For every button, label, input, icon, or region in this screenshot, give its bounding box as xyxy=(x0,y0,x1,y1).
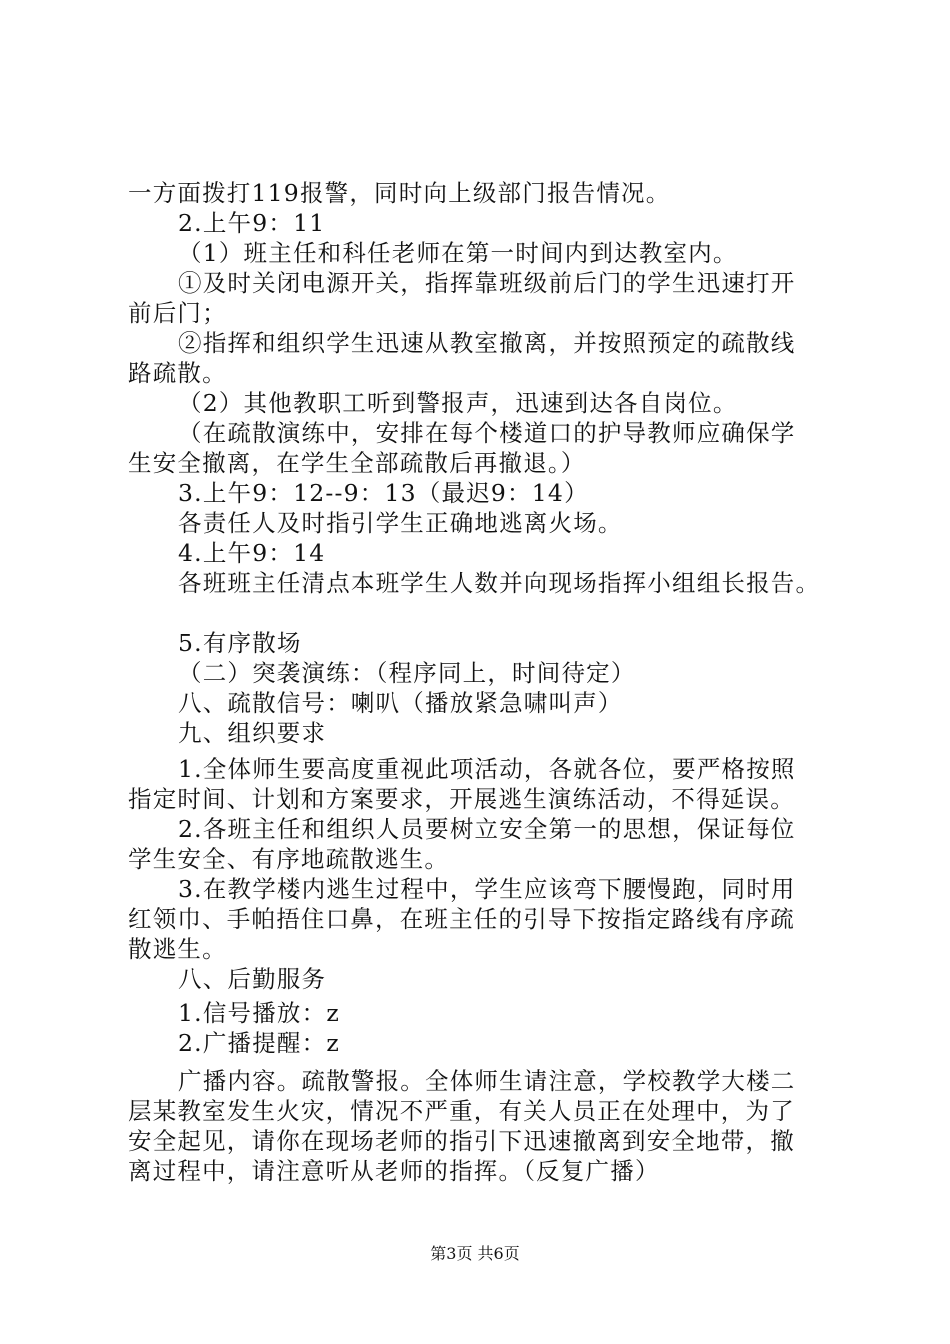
text-line: 5.有序散场 xyxy=(178,629,302,657)
text-line: 3.上午9：12--9：13（最迟9：14） xyxy=(178,479,589,507)
text-line: 各责任人及时指引学生正确地逃离火场。 xyxy=(178,509,623,537)
text-line: 八、疏散信号：喇叭（播放紧急啸叫声） xyxy=(178,689,623,717)
text-line: 一方面拨打119报警，同时向上级部门报告情况。 xyxy=(128,179,671,207)
text-line: （1）班主任和科任老师在第一时间内到达教室内。 xyxy=(178,239,738,267)
text-line: 层某教室发生火灾，情况不严重，有关人员正在处理中，为了 xyxy=(128,1097,795,1125)
text-line: 广播内容。疏散警报。全体师生请注意，学校教学大楼二 xyxy=(178,1067,796,1095)
page-number-footer: 第3页 共6页 xyxy=(430,1244,520,1263)
text-line: 前后门； xyxy=(128,299,227,327)
text-line: 2.广播提醒：z xyxy=(178,1029,340,1057)
text-line: ②指挥和组织学生迅速从教室撤离，并按照预定的疏散线 xyxy=(178,329,796,357)
text-line: 各班班主任清点本班学生人数并向现场指挥小组组长报告。 xyxy=(178,569,821,597)
text-line: 安全起见，请你在现场老师的指引下迅速撤离到安全地带，撤 xyxy=(128,1127,795,1155)
text-line: 1.全体师生要高度重视此项活动，各就各位，要严格按照 xyxy=(178,755,796,783)
text-line: （2）其他教职工听到警报声，迅速到达各自岗位。 xyxy=(178,389,738,417)
text-line: 学生安全、有序地疏散逃生。 xyxy=(128,845,450,873)
text-line: 指定时间、计划和方案要求，开展逃生演练活动，不得延误。 xyxy=(128,785,795,813)
text-line: 2.各班主任和组织人员要树立安全第一的思想，保证每位 xyxy=(178,815,796,843)
text-line: 散逃生。 xyxy=(128,935,227,963)
text-line: （二）突袭演练：（程序同上，时间待定） xyxy=(178,659,636,687)
text-line: 红领巾、手帕捂住口鼻，在班主任的引导下按指定路线有序疏 xyxy=(128,905,795,933)
text-line: ①及时关闭电源开关，指挥靠班级前后门的学生迅速打开 xyxy=(178,269,796,297)
text-line: 4.上午9：14 xyxy=(178,539,326,567)
text-line: 1.信号播放：z xyxy=(178,999,340,1027)
text-line: 九、组织要求 xyxy=(178,719,327,747)
text-line: （在疏散演练中，安排在每个楼道口的护导教师应确保学 xyxy=(178,419,796,447)
text-line: 2.上午9：11 xyxy=(178,209,326,237)
text-line: 生安全撤离，在学生全部疏散后再撤退。） xyxy=(128,449,586,477)
text-line: 3.在教学楼内逃生过程中，学生应该弯下腰慢跑，同时用 xyxy=(178,875,796,903)
text-line: 离过程中，请注意听从老师的指挥。（反复广播） xyxy=(128,1157,660,1185)
text-line: 八、后勤服务 xyxy=(178,965,327,993)
text-line: 路疏散。 xyxy=(128,359,227,387)
